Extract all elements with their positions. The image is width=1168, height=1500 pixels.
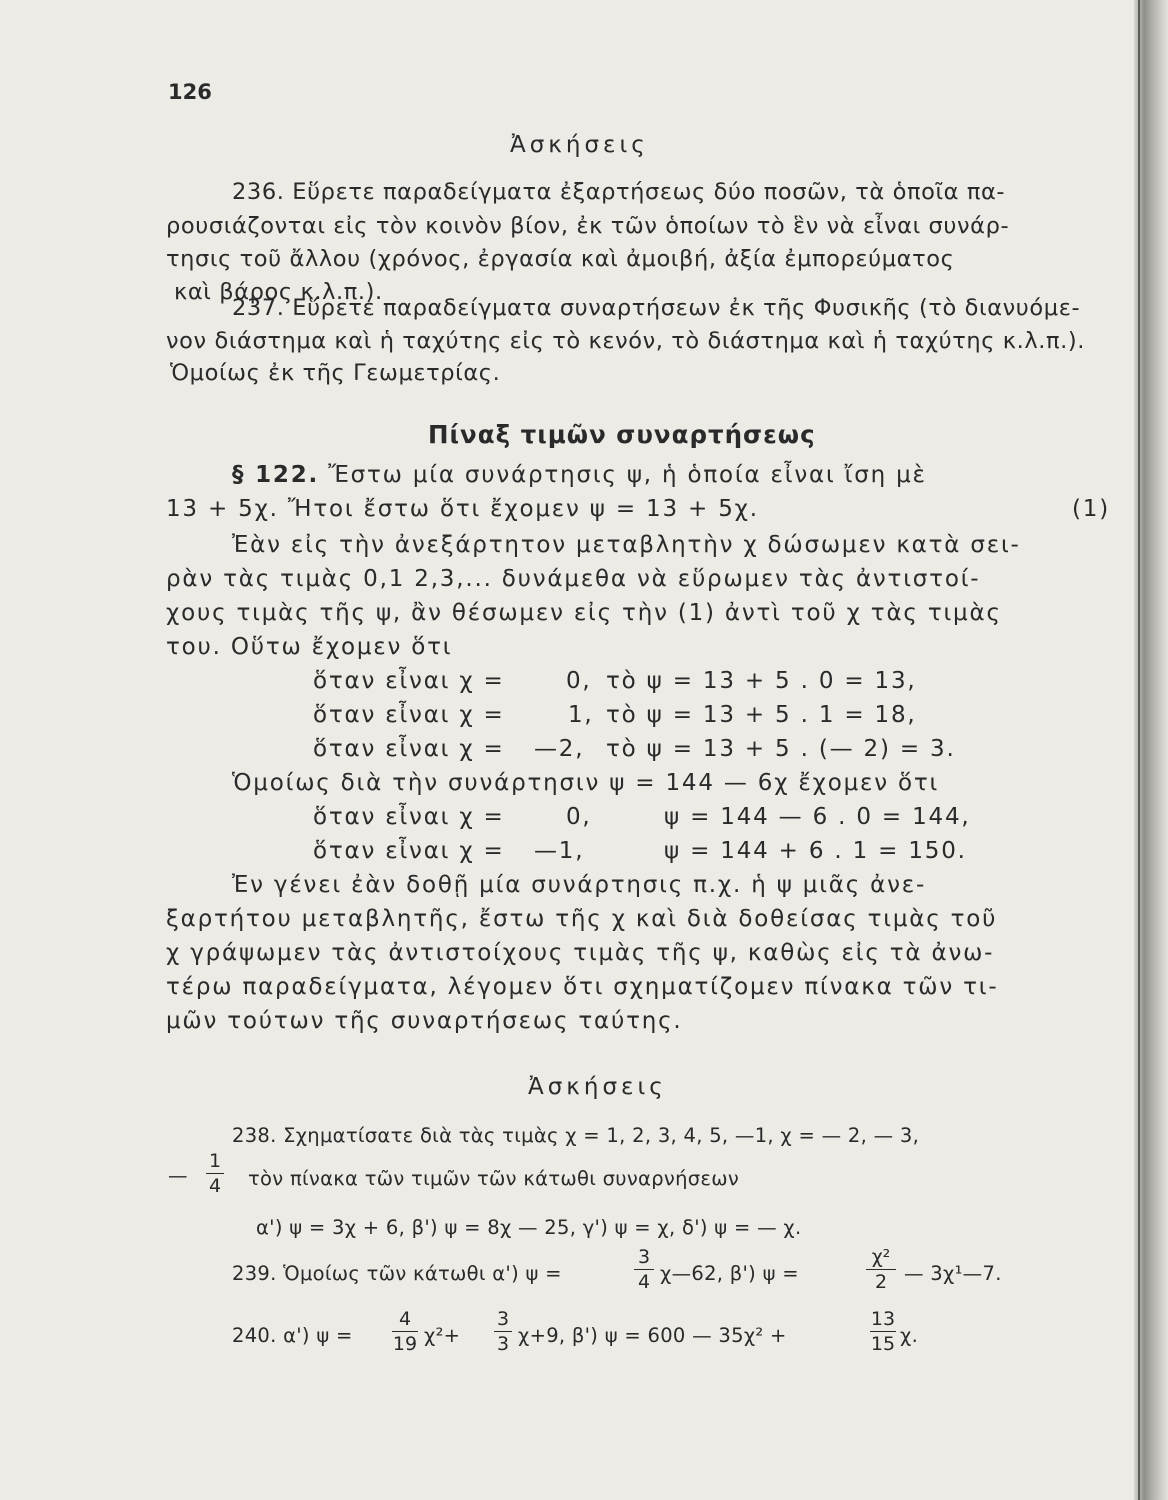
table1-x: 1, bbox=[568, 702, 594, 728]
para3-line: χ γράψωμεν τὰς ἀντιστοίχους τιμὰς τῆς ψ, καθὼς εἰς τὰ ἀνω- bbox=[166, 940, 995, 966]
para3-line: ξαρτήτου μεταβλητῆς, ἔστω τῆς χ καὶ διὰ δοθείσας τιμὰς τοῦ bbox=[166, 906, 998, 932]
ex-240-text-c: χ+9, β') ψ = 600 — 35χ² + bbox=[518, 1324, 787, 1347]
fraction-numerator: 4 bbox=[398, 1308, 412, 1330]
heading-exercises-2: Ἀσκήσεις bbox=[528, 1074, 667, 1100]
table1-x: —2, bbox=[534, 736, 585, 762]
ex-236-line: τησις τοῦ ἄλλου (χρόνος, ἐργασία καὶ ἀμοιβή, ἀξία ἐμπορεύματος bbox=[166, 246, 955, 272]
ex-236-line: 236. Εὕρετε παραδείγματα ἐξαρτήσεως δύο ποσῶν, τὰ ὁποῖα πα- bbox=[232, 179, 1006, 205]
para2-line: ρὰν τὰς τιμὰς 0,1 2,3,... δυνάμεθα νὰ εὕρωμεν τὰς ἀντιστοί- bbox=[166, 566, 981, 592]
equation-label: (1) bbox=[1072, 496, 1110, 522]
ex-237-line: νον διάστημα καὶ ἡ ταχύτης εἰς τὸ κενόν, τὸ διάστημα καὶ ἡ ταχύτης κ.λ.π.). bbox=[166, 328, 1086, 354]
ex-236-line: καὶ βάρος κ.λ.π.). bbox=[174, 279, 383, 305]
table1-rhs: τὸ ψ = 13 + 5 . 0 = 13, bbox=[606, 668, 917, 694]
fraction-numerator: 1 bbox=[208, 1150, 222, 1172]
fraction-denominator: 15 bbox=[870, 1333, 896, 1355]
ex-238-line3: α') ψ = 3χ + 6, β') ψ = 8χ — 25, γ') ψ = χ, δ') ψ = — χ. bbox=[256, 1216, 802, 1239]
table1-rhs: τὸ ψ = 13 + 5 . 1 = 18, bbox=[606, 702, 917, 728]
table2-x: —1, bbox=[534, 838, 585, 864]
ex-240-fraction-2 bbox=[494, 1310, 512, 1354]
para3-line: μῶν τούτων τῆς συναρτήσεως ταύτης. bbox=[166, 1008, 683, 1034]
fraction-denominator: 3 bbox=[496, 1333, 510, 1355]
table1-rhs: τὸ ψ = 13 + 5 . (— 2) = 3. bbox=[606, 736, 956, 762]
ex-240-text-b: χ²+ bbox=[424, 1324, 461, 1347]
ex-239-text-c: — 3χ¹—7. bbox=[904, 1262, 1002, 1285]
similarly-line: Ὁμοίως διὰ τὴν συνάρτησιν ψ = 144 — 6χ ἔχομεν ὅτι bbox=[232, 770, 940, 796]
para2-line: του. Οὕτω ἔχομεν ὅτι bbox=[166, 634, 453, 660]
para3-line: τέρω παραδείγματα, λέγομεν ὅτι σχηματίζομεν πίνακα τῶν τι- bbox=[166, 974, 999, 1000]
table1-lhs: ὅταν εἶναι χ = bbox=[313, 736, 505, 762]
para1-first-line: Ἔστω μία συνάρτησις ψ, ἡ ὁποία εἶναι ἴση μὲ bbox=[328, 462, 927, 488]
ex-240-fraction-1 bbox=[392, 1310, 418, 1354]
ex-238-minus: — bbox=[168, 1164, 188, 1187]
section-title: Πίναξ τιμῶν συναρτήσεως bbox=[428, 420, 816, 449]
ex-238-line1: 238. Σχηματίσατε διὰ τὰς τιμὰς χ = 1, 2, 3, 4, 5, —1, χ = — 2, — 3, bbox=[232, 1124, 920, 1147]
fraction-denominator: 4 bbox=[637, 1271, 651, 1293]
fraction-numerator: 3 bbox=[496, 1308, 510, 1330]
ex-236-line: ρουσιάζονται εἰς τὸν κοινὸν βίον, ἐκ τῶν ὁποίων τὸ ἓν νὰ εἶναι συνάρ- bbox=[166, 213, 1010, 239]
fraction-numerator: χ² bbox=[871, 1246, 891, 1268]
ex-239-text-b: χ—62, β') ψ = bbox=[660, 1262, 799, 1285]
ex-239-fraction-1 bbox=[634, 1248, 654, 1292]
table2-rhs: ψ = 144 + 6 . 1 = 150. bbox=[664, 838, 967, 864]
fraction-numerator: 13 bbox=[870, 1308, 896, 1330]
para3-line: Ἐν γένει ἐὰν δοθῇ μία συνάρτησις π.χ. ἡ ψ μιᾶς ἀνε- bbox=[232, 872, 927, 898]
ex-238-line2: τὸν πίνακα τῶν τιμῶν τῶν κάτωθι συναρνήσεων bbox=[248, 1167, 740, 1190]
fraction-denominator: 2 bbox=[874, 1271, 888, 1293]
fraction-numerator: 3 bbox=[637, 1246, 651, 1268]
para2-line: Ἐὰν εἰς τὴν ἀνεξάρτητον μεταβλητὴν χ δώσωμεν κατὰ σει- bbox=[232, 532, 1021, 558]
ex-239-fraction-2 bbox=[866, 1248, 896, 1292]
table2-lhs: ὅταν εἶναι χ = bbox=[313, 838, 505, 864]
page-number: 126 bbox=[168, 80, 212, 104]
ex-240-fraction-3 bbox=[870, 1310, 896, 1354]
table2-x: 0, bbox=[566, 804, 592, 830]
table1-lhs: ὅταν εἶναι χ = bbox=[313, 668, 505, 694]
table2-lhs: ὅταν εἶναι χ = bbox=[313, 804, 505, 830]
table1-lhs: ὅταν εἶναι χ = bbox=[313, 702, 505, 728]
ex-240-text-a: 240. α') ψ = bbox=[232, 1324, 353, 1347]
section-paragraph-1 bbox=[232, 464, 927, 487]
heading-exercises: Ἀσκήσεις bbox=[510, 132, 649, 158]
para2-line: χους τιμὰς τῆς ψ, ἂν θέσωμεν εἰς τὴν (1) ἀντὶ τοῦ χ τὰς τιμὰς bbox=[166, 600, 1002, 626]
ex-240-text-d: χ. bbox=[900, 1324, 919, 1347]
ex-239-text-a: 239. Ὁμοίως τῶν κάτωθι α') ψ = bbox=[232, 1262, 562, 1285]
fraction-denominator: 4 bbox=[208, 1175, 222, 1197]
ex-238-fraction bbox=[206, 1152, 224, 1196]
table1-x: 0, bbox=[566, 668, 592, 694]
ex-237-line: 237. Εὕρετε παραδείγματα συναρτήσεων ἐκ τῆς Φυσικῆς (τὸ διανυόμε- bbox=[232, 295, 1081, 321]
ex-237-line: Ὁμοίως ἐκ τῆς Γεωμετρίας. bbox=[170, 360, 501, 386]
para1-second-line: 13 + 5χ. Ἤτοι ἔστω ὅτι ἔχομεν ψ = 13 + 5χ. bbox=[166, 496, 759, 522]
section-number: § 122. bbox=[232, 462, 320, 488]
table2-rhs: ψ = 144 — 6 . 0 = 144, bbox=[664, 804, 971, 830]
page-edge-shadow bbox=[1134, 0, 1168, 1500]
fraction-denominator: 19 bbox=[392, 1333, 418, 1355]
